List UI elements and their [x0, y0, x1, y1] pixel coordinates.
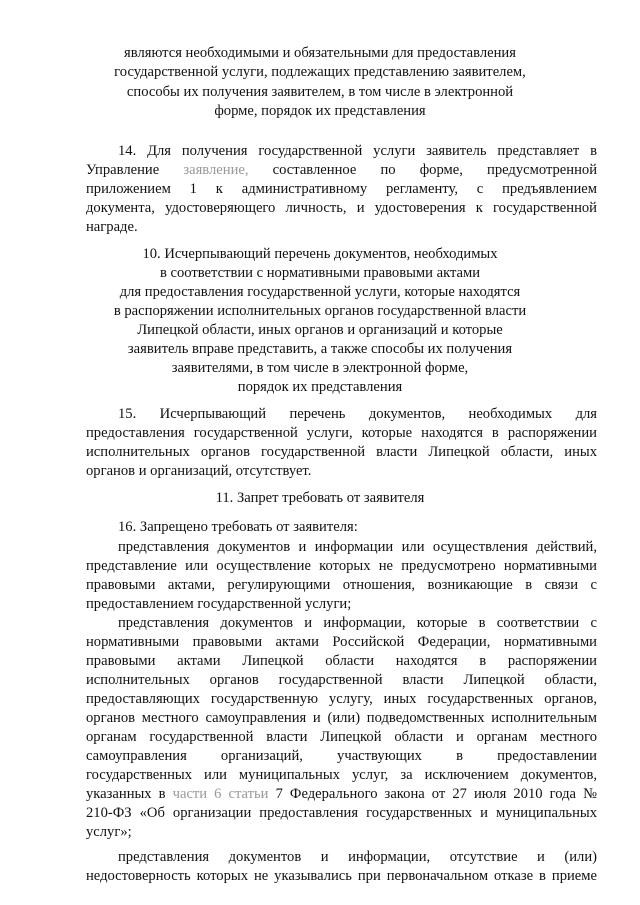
text-span: указанных в — [86, 786, 166, 802]
heading-line: государственной услуги, подлежащих представлению заявителем, — [114, 64, 526, 80]
faded-text: заявление, — [183, 162, 249, 178]
section-10-heading-line: в распоряжении исполнительных органов государственной власти — [113, 303, 527, 319]
section-10-heading-line: заявителями, в том числе в электронной форме, — [171, 360, 469, 376]
heading-line: форме, порядок их представления — [214, 103, 426, 119]
paragraph-15-line: 15. Исчерпывающий перечень документов, необходимых для — [118, 406, 597, 422]
paragraph-16c-line: представления документов и информации, отсутствие и (или) — [118, 849, 597, 865]
paragraph-16-intro: 16. Запрещено требовать от заявителя: — [118, 519, 358, 535]
paragraph-16b-line: нормативными правовыми актами Российской Федерации, нормативными — [86, 634, 597, 650]
heading-line: способы их получения заявителем, в том числе в электронной — [126, 84, 514, 100]
section-10-heading-line: заявитель вправе представить, а также способы их получения — [127, 341, 513, 357]
paragraph-15-line: органов и организаций, отсутствует. — [86, 463, 312, 479]
paragraph-16b-line: органов местного самоуправления и (или) подведомственных исполнительным — [86, 710, 597, 726]
paragraph-15-line: исполнительных органов государственной власти Липецкой области, иных — [86, 444, 597, 460]
law-reference-link[interactable]: части 6 статьи — [172, 786, 269, 802]
section-10-heading-line: Липецкой области, иных органов и организаций и которые — [137, 322, 503, 338]
paragraph-16c-line: недостоверность которых не указывались при первоначальном отказе в приеме — [86, 868, 597, 884]
section-10-heading-line: порядок их представления — [237, 379, 403, 395]
paragraph-14-line: документа, удостоверяющего личность, и удостоверения к государственной — [86, 200, 597, 216]
paragraph-16b-line: исполнительных органов государственной власти Липецкой области, — [86, 672, 597, 688]
text-span: 7 Федерального закона от 27 июля 2010 года № — [275, 786, 597, 802]
section-10-heading-line: в соответствии с нормативными правовыми актами — [159, 265, 481, 281]
paragraph-16b-line: самоуправления организаций, участвующих в предоставлении — [86, 748, 597, 764]
paragraph-16b-line: органам государственной власти Липецкой области и органам местного — [86, 729, 597, 745]
heading-line: являются необходимыми и обязательными для предоставления — [124, 45, 516, 61]
paragraph-16b-line: государственных или муниципальных услуг, за исключением документов, — [86, 767, 597, 783]
paragraph-16b-line — [86, 785, 597, 804]
paragraph-16b-line: предоставляющих государственную услугу, иных государственных органов, — [86, 691, 597, 707]
text-span: Управление — [86, 162, 160, 178]
paragraph-16b-line: представления документов и информации, которые в соответствии с — [118, 615, 597, 631]
section-10-heading-line: для предоставления государственной услуги, которые находятся — [119, 284, 521, 300]
paragraph-16b-line: 210-ФЗ «Об организации предоставления государственных и муниципальных — [86, 805, 597, 821]
paragraph-14-line: 14. Для получения государственной услуги заявитель представляет в — [118, 143, 597, 159]
paragraph-16b-line: правовыми актами Липецкой области находятся в распоряжении — [86, 653, 597, 669]
paragraph-15-line: предоставления государственной услуги, которые находятся в распоряжении — [86, 425, 597, 441]
paragraph-14-line — [86, 161, 597, 180]
paragraph-16a-line: представления документов и информации или осуществления действий, — [118, 539, 597, 555]
section-10-heading-line: 10. Исчерпывающий перечень документов, необходимых — [142, 246, 498, 262]
text-span: составленное по форме, предусмотренной — [272, 162, 597, 178]
paragraph-16a-line: предоставлением государственной услуги; — [86, 596, 352, 612]
paragraph-16b-line: услуг»; — [86, 824, 132, 840]
paragraph-16a-line: правовыми актами, регулирующими отношения, возникающие в связи с — [86, 577, 597, 593]
section-11-heading: 11. Запрет требовать от заявителя — [215, 490, 425, 506]
paragraph-14-line: приложением 1 к административному регламенту, с предъявлением — [86, 181, 597, 197]
paragraph-14-line: награде. — [86, 219, 138, 235]
paragraph-16a-line: представление или осуществление которых не предусмотрено нормативными — [86, 558, 597, 574]
